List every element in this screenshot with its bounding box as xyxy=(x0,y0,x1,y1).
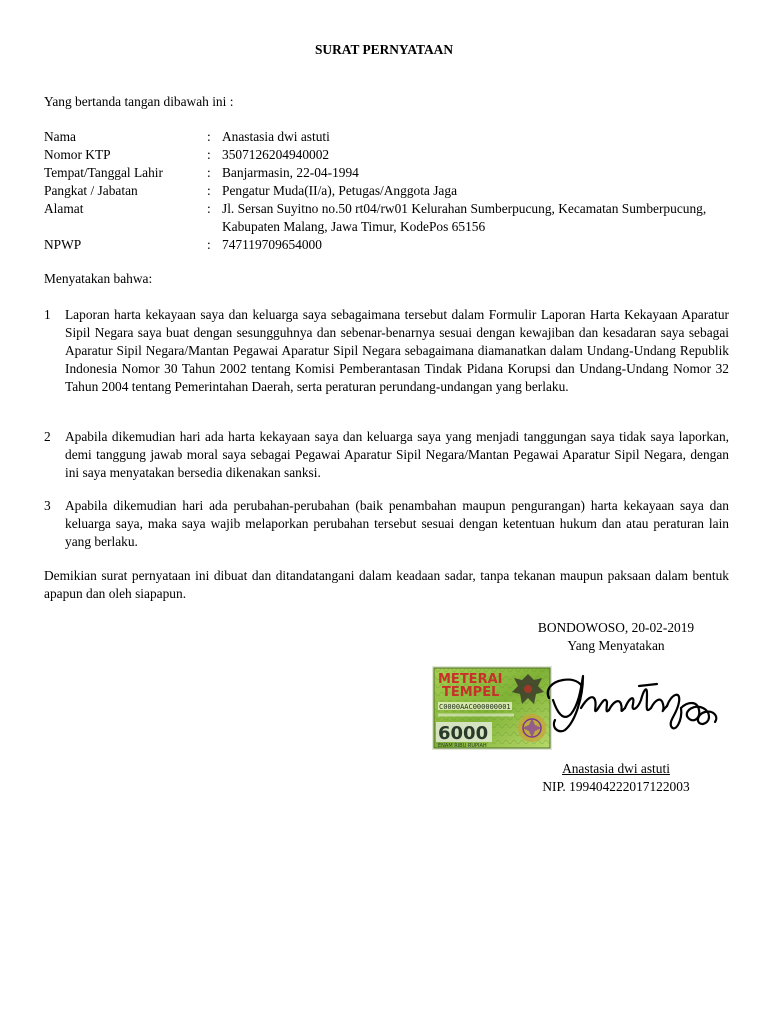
identity-value: Banjarmasin, 22-04-1994 xyxy=(222,165,359,180)
handwritten-signature xyxy=(541,664,731,744)
identity-colon: : xyxy=(207,183,211,198)
identity-label: Pangkat / Jabatan xyxy=(44,183,138,198)
statement-intro: Menyatakan bahwa: xyxy=(44,271,153,286)
identity-colon: : xyxy=(207,201,211,216)
identity-row-ktp xyxy=(44,146,734,164)
identity-colon: : xyxy=(207,129,211,144)
intro-text: Yang bertanda tangan dibawah ini : xyxy=(44,94,234,109)
item-number: 2 xyxy=(44,429,51,444)
identity-colon: : xyxy=(207,237,211,252)
identity-value: Anastasia dwi astuti xyxy=(222,129,330,144)
identity-row-alamat xyxy=(44,200,734,236)
identity-value: Pengatur Muda(II/a), Petugas/Anggota Jaga xyxy=(222,183,458,198)
stamp-text-tempel: TEMPEL xyxy=(442,685,500,700)
closing-paragraph: Demikian surat pernyataan ini dibuat dan ditandatangani dalam keadaan sadar, tanpa tekanan maupun paksaan dalam bentuk apapun dan oleh siapapun. xyxy=(44,568,729,601)
identity-table xyxy=(44,128,734,254)
identity-value: 3507126204940002 xyxy=(222,147,330,162)
signer-role: Yang Menyatakan xyxy=(567,638,665,653)
document-title: SURAT PERNYATAAN xyxy=(314,42,454,57)
identity-row-nama xyxy=(44,128,734,146)
identity-label: Alamat xyxy=(44,201,84,216)
item-text: Apabila dikemudian hari ada perubahan-perubahan (baik penambahan maupun pengurangan) harta kekayaan saya dan keluarga saya, maka saya wajib melaporkan perubahan tersebut sesuai dengan ketentuan hukum dan atau peraturan lain yang berlaku. xyxy=(65,498,729,549)
identity-row-pangkat xyxy=(44,182,734,200)
identity-label: Tempat/Tanggal Lahir xyxy=(44,165,163,180)
item-number: 3 xyxy=(44,498,51,513)
signer-nip: NIP. 199404222017122003 xyxy=(542,779,690,794)
identity-colon: : xyxy=(207,165,211,180)
item-text: Laporan harta kekayaan saya dan keluarga saya sebagaimana tersebut dalam Formulir Laporan Harta Kekayaan Aparatur Sipil Negara saya buat dengan sesungguhnya dan sebenar-benarnya sesuai dengan kewajiban dan kesadaran saya sebagai Aparatur Sipil Negara/Mantan Pegawai Aparatur Sipil Negara sebagaimana diamanatkan dalam Undang-Undang Republik Indonesia Nomor 30 Tahun 2002 tentang Komisi Pemberantasan Tindak Pidana Korupsi dan Undang-Undang Nomor 32 Tahun 2004 tentang Pemerintahan Daerah, serta peraturan perundang-undangan yang berlaku. xyxy=(65,307,729,394)
signer-name: Anastasia dwi astuti xyxy=(562,761,670,776)
stamp-serial: C0000AAC000000001 xyxy=(439,703,511,711)
identity-colon: : xyxy=(207,147,211,162)
identity-label: NPWP xyxy=(44,237,82,252)
identity-value: Jl. Sersan Suyitno no.50 rt04/rw01 Kelurahan Sumberpucung, Kecamatan Sumberpucung, Kabupaten Malang, Jawa Timur, KodePos 65156 xyxy=(222,201,707,234)
stamp-text-meterai: METERAI xyxy=(438,672,503,687)
place-date: BONDOWOSO, 20-02-2019 xyxy=(537,620,695,635)
identity-row-npwp xyxy=(44,236,734,254)
revenue-stamp xyxy=(432,666,552,750)
identity-label: Nomor KTP xyxy=(44,147,111,162)
stamp-value: 6000 xyxy=(438,723,489,744)
identity-label: Nama xyxy=(44,129,76,144)
identity-value: 747119709654000 xyxy=(222,237,322,252)
stamp-value-words: ENAM RIBU RUPIAH xyxy=(438,743,487,749)
identity-row-ttl xyxy=(44,164,734,182)
item-number: 1 xyxy=(44,307,51,322)
item-text: Apabila dikemudian hari ada harta kekayaan saya dan keluarga saya yang menjadi tanggungan saya tidak saya laporkan, demi tanggung jawab moral saya sebagai Pegawai Aparatur Sipil Negara/Mantan Pegawai Aparatur Sipil Negara, dengan ini saya menyatakan bersedia dikenakan sanksi. xyxy=(65,429,729,480)
